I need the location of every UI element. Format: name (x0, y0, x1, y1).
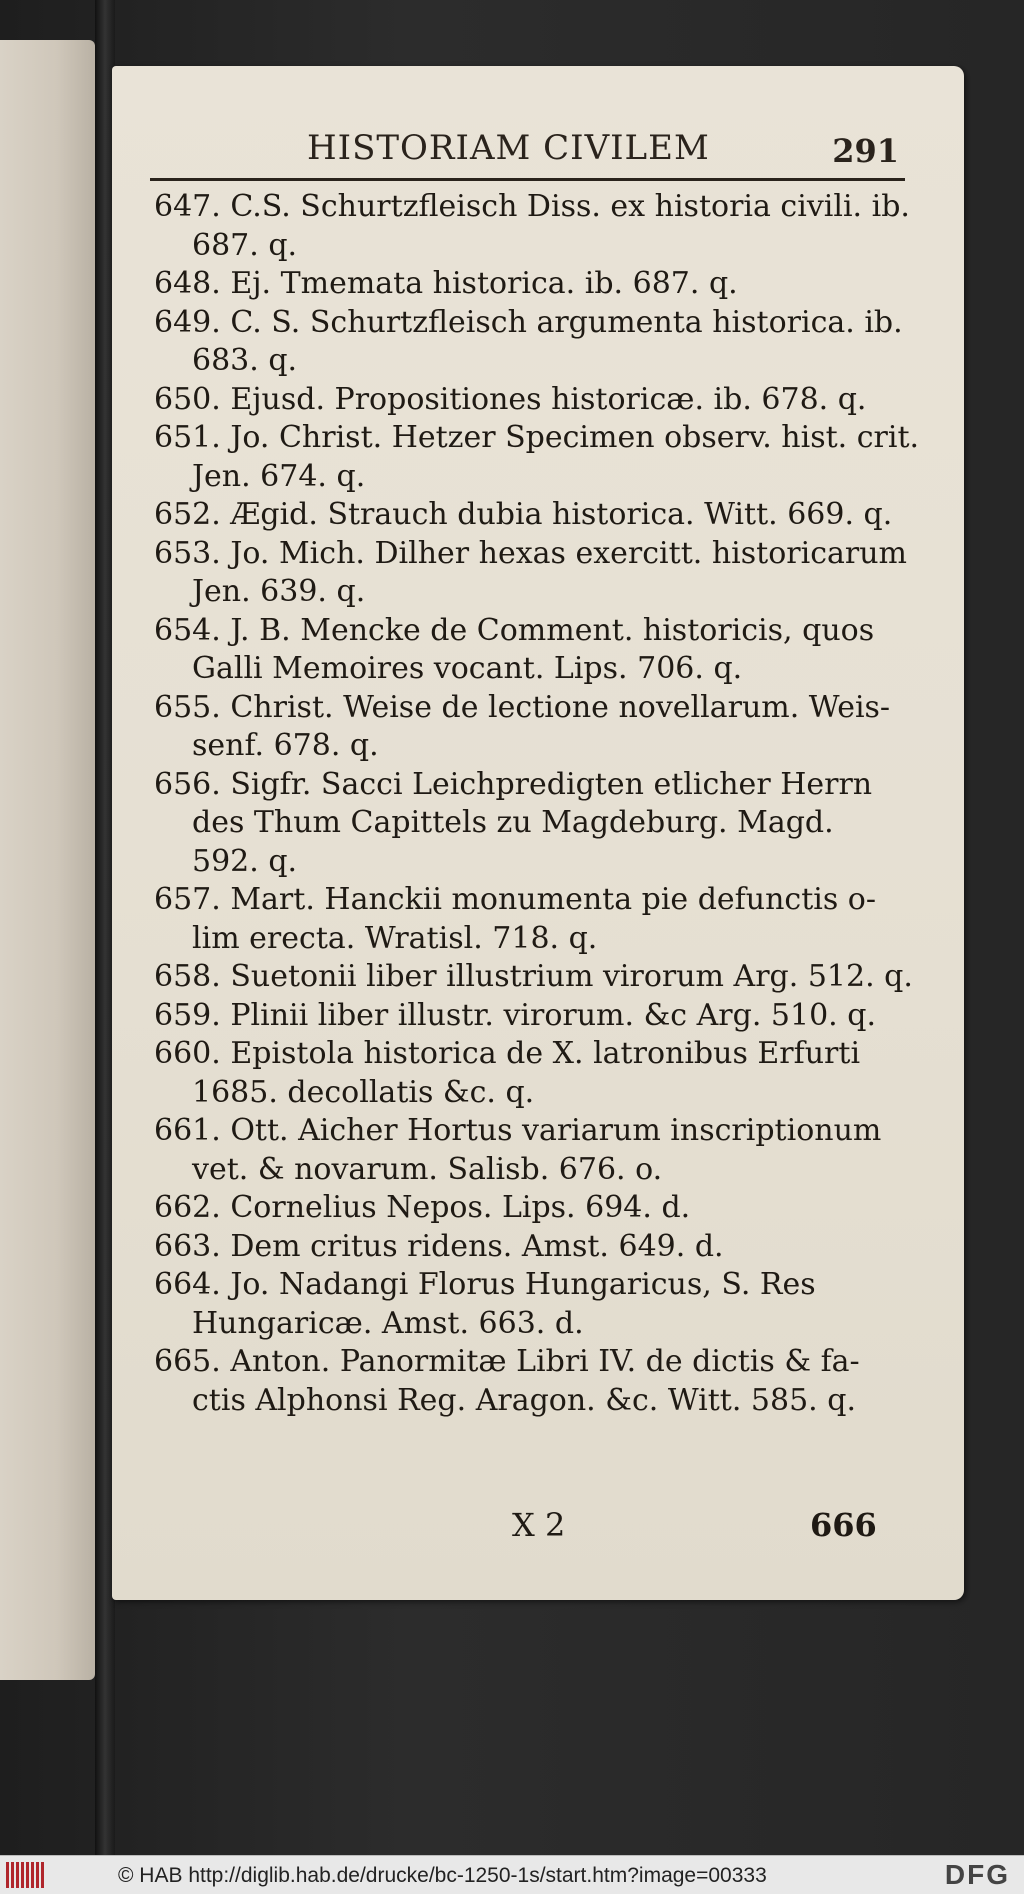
entry-line: 650. Ejusd. Propositiones historicæ. ib. 678. q. (154, 381, 867, 417)
list-item (154, 188, 914, 265)
list-item (154, 1112, 914, 1189)
signature-mark: X 2 (512, 1506, 566, 1544)
facing-page-edge (0, 40, 95, 1680)
entry-line: Jen. 639. q. (192, 574, 366, 609)
list-item (154, 1228, 914, 1267)
entry-line: 659. Plinii liber illustr. virorum. &c Arg. 510. q. (154, 997, 876, 1033)
entry-line: Hungaricæ. Amst. 663. d. (192, 1305, 584, 1341)
entry-line: 647. C.S. Schurtzfleisch Diss. ex historia civili. ib. (154, 189, 910, 224)
list-item (154, 1035, 914, 1112)
entry-line: 653. Jo. Mich. Dilher hexas exercitt. historicarum (154, 535, 907, 571)
list-item (154, 265, 914, 304)
list-item (154, 997, 914, 1036)
entry-line: 657. Mart. Hanckii monumenta pie defunctis o- (154, 882, 877, 917)
dfg-logo: DFG (944, 1859, 1010, 1890)
viewer-footer-bar (0, 1855, 1024, 1894)
list-item (154, 1189, 914, 1228)
list-item (154, 881, 914, 958)
entry-line: 1685. decollatis &c. q. (192, 1074, 535, 1110)
hab-barcode-logo-icon (6, 1862, 46, 1888)
entry-line: 661. Ott. Aicher Hortus variarum inscriptionum (154, 1113, 882, 1148)
entry-line: Jen. 674. q. (192, 458, 366, 494)
entry-line: 652. Ægid. Strauch dubia historica. Witt. 669. q. (154, 497, 893, 532)
catchword: 666 (810, 1506, 877, 1544)
entry-line: 655. Christ. Weise de lectione novellarum. Weis- (154, 689, 891, 725)
entry-list (154, 188, 920, 1420)
entry-line: 656. Sigfr. Sacci Leichpredigten etlicher Herrn (154, 766, 873, 802)
list-item (154, 1343, 914, 1420)
entry-line: 663. Dem critus ridens. Amst. 649. d. (154, 1228, 724, 1264)
list-item (154, 304, 914, 381)
entry-line: Galli Memoires vocant. Lips. 706. q. (192, 651, 743, 686)
list-item (154, 612, 914, 689)
page-number: 291 (832, 132, 899, 170)
entry-line: 687. q. (192, 227, 298, 263)
list-item (154, 496, 914, 535)
list-item (154, 958, 914, 997)
entry-line: vet. & novarum. Salisb. 676. o. (192, 1151, 663, 1187)
entry-line: 683. q. (192, 343, 298, 378)
entry-line: 649. C. S. Schurtzfleisch argumenta historica. ib. (154, 304, 903, 340)
list-item (154, 535, 914, 612)
entry-line: 660. Epistola historica de X. latronibus Erfurti (154, 1036, 861, 1071)
book-page (112, 66, 964, 1600)
entry-line: lim erecta. Wratisl. 718. q. (192, 920, 598, 956)
copyright-link[interactable]: © HAB http://diglib.hab.de/drucke/bc-1250-1s/start.htm?image=00333 (118, 1864, 767, 1887)
entry-line: des Thum Capittels zu Magdeburg. Magd. (192, 805, 834, 840)
entry-line: senf. 678. q. (192, 728, 379, 763)
entry-line: 664. Jo. Nadangi Florus Hungaricus, S. Res (154, 1267, 816, 1302)
entry-line: 648. Ej. Tmemata historica. ib. 687. q. (154, 266, 738, 301)
list-item (154, 381, 914, 420)
entry-line: 651. Jo. Christ. Hetzer Specimen observ. hist. crit. (154, 420, 920, 455)
entry-line: 654. J. B. Mencke de Comment. historicis, quos (154, 612, 875, 648)
list-item (154, 689, 914, 766)
entry-line: 665. Anton. Panormitæ Libri IV. de dictis & fa- (154, 1344, 860, 1379)
entry-line: 662. Cornelius Nepos. Lips. 694. d. (154, 1190, 691, 1225)
list-item (154, 419, 920, 496)
list-item (154, 766, 914, 882)
entry-line: 658. Suetonii liber illustrium virorum Arg. 512. q. (154, 959, 913, 994)
entry-line: ctis Alphonsi Reg. Aragon. &c. Witt. 585. q. (192, 1382, 856, 1418)
list-item (154, 1266, 914, 1343)
entry-line: 592. q. (192, 843, 298, 879)
running-head: HISTORIAM CIVILEM (307, 128, 710, 168)
page-header (112, 128, 964, 178)
header-rule (150, 178, 905, 181)
page-footer (112, 1506, 964, 1546)
